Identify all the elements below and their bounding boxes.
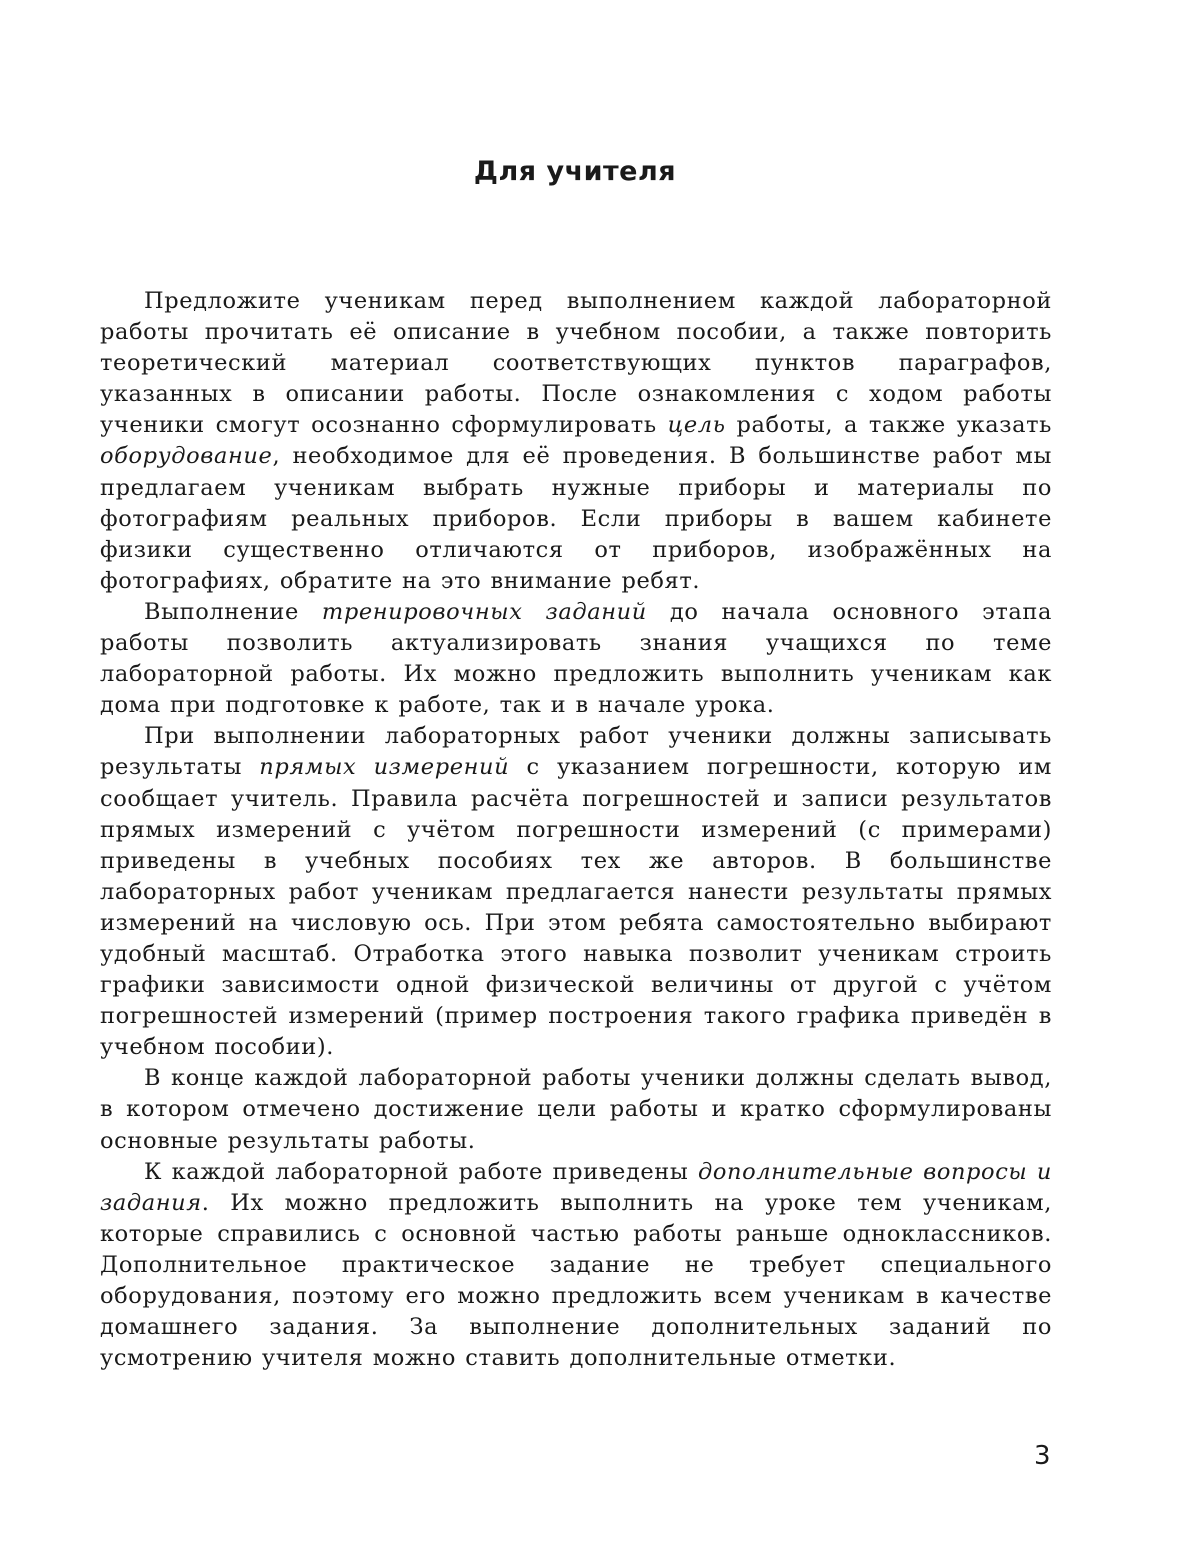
paragraph (100, 1063, 1052, 1156)
body-text (100, 286, 1052, 1374)
italic-term: цель (667, 412, 726, 439)
paragraph (100, 597, 1052, 721)
text-run: Выполнение (144, 598, 322, 625)
text-run: работы, а также указать (725, 412, 1052, 439)
paragraph (100, 1157, 1052, 1375)
text-run: до начала основного этапа работы позволить актуализировать знания учащихся по теме лабораторной работы. Их можно предложить выполнить ученикам как дома при подготовке к работе, так и в начале урока. (100, 598, 1053, 719)
paragraph (100, 721, 1052, 1063)
text-run: В конце каждой лабораторной работы ученики должны сделать вывод, в котором отмечено достижение цели работы и кратко сформулированы основные результаты работы. (100, 1065, 1052, 1154)
text-run: . Их можно предложить выполнить на уроке тем ученикам, которые справились с основной частью работы раньше одноклассников. Дополнительное практическое задание не требует специального оборудования, поэтому его можно предложить всем ученикам в качестве домашнего задания. За выполнение дополнительных заданий по усмотрению учителя можно ставить дополнительные отметки. (100, 1189, 1052, 1372)
text-run: К каждой лабораторной работе приведены (144, 1158, 698, 1185)
italic-term: оборудование (100, 443, 273, 470)
italic-term: дополнительные вопросы и задания (100, 1158, 1052, 1216)
text-run: , необходимое для её проведения. В большинстве работ мы предлагаем ученикам выбрать нужные приборы и материалы по фотографиям реальных приборов. Если приборы в вашем кабинете физики существенно отличаются от приборов, изображённых на фотографиях, обратите на это внимание ребят. (100, 443, 1052, 594)
italic-term: тренировочных заданий (321, 598, 647, 625)
paragraph (100, 286, 1052, 597)
text-run: При выполнении лабораторных работ ученики должны записывать результаты (100, 723, 1052, 781)
page-title: Для учителя (473, 156, 677, 188)
text-run: Предложите ученикам перед выполнением каждой лабораторной работы прочитать её описание в учебном пособии, а также повторить теоретический материал соответствующих пунктов параграфов, указанных в описании работы. После ознакомления с ходом работы ученики смогут осознанно сформулировать (100, 288, 1052, 439)
page-number: 3 (1034, 1441, 1051, 1471)
text-run: с указанием погрешности, которую им сообщает учитель. Правила расчёта погрешностей и записи результатов прямых измерений с учётом погрешности измерений (с примерами) приведены в учебных пособиях тех же авторов. В большинстве лабораторных работ ученикам предлагается нанести результаты прямых измерений на числовую ось. При этом ребята самостоятельно выбирают удобный масштаб. Отработка этого навыка позволит ученикам строить графики зависимости одной физической величины от другой с учётом погрешностей измерений (пример построения такого графика приведён в учебном пособии). (100, 754, 1052, 1061)
italic-term: прямых измерений (259, 754, 510, 781)
